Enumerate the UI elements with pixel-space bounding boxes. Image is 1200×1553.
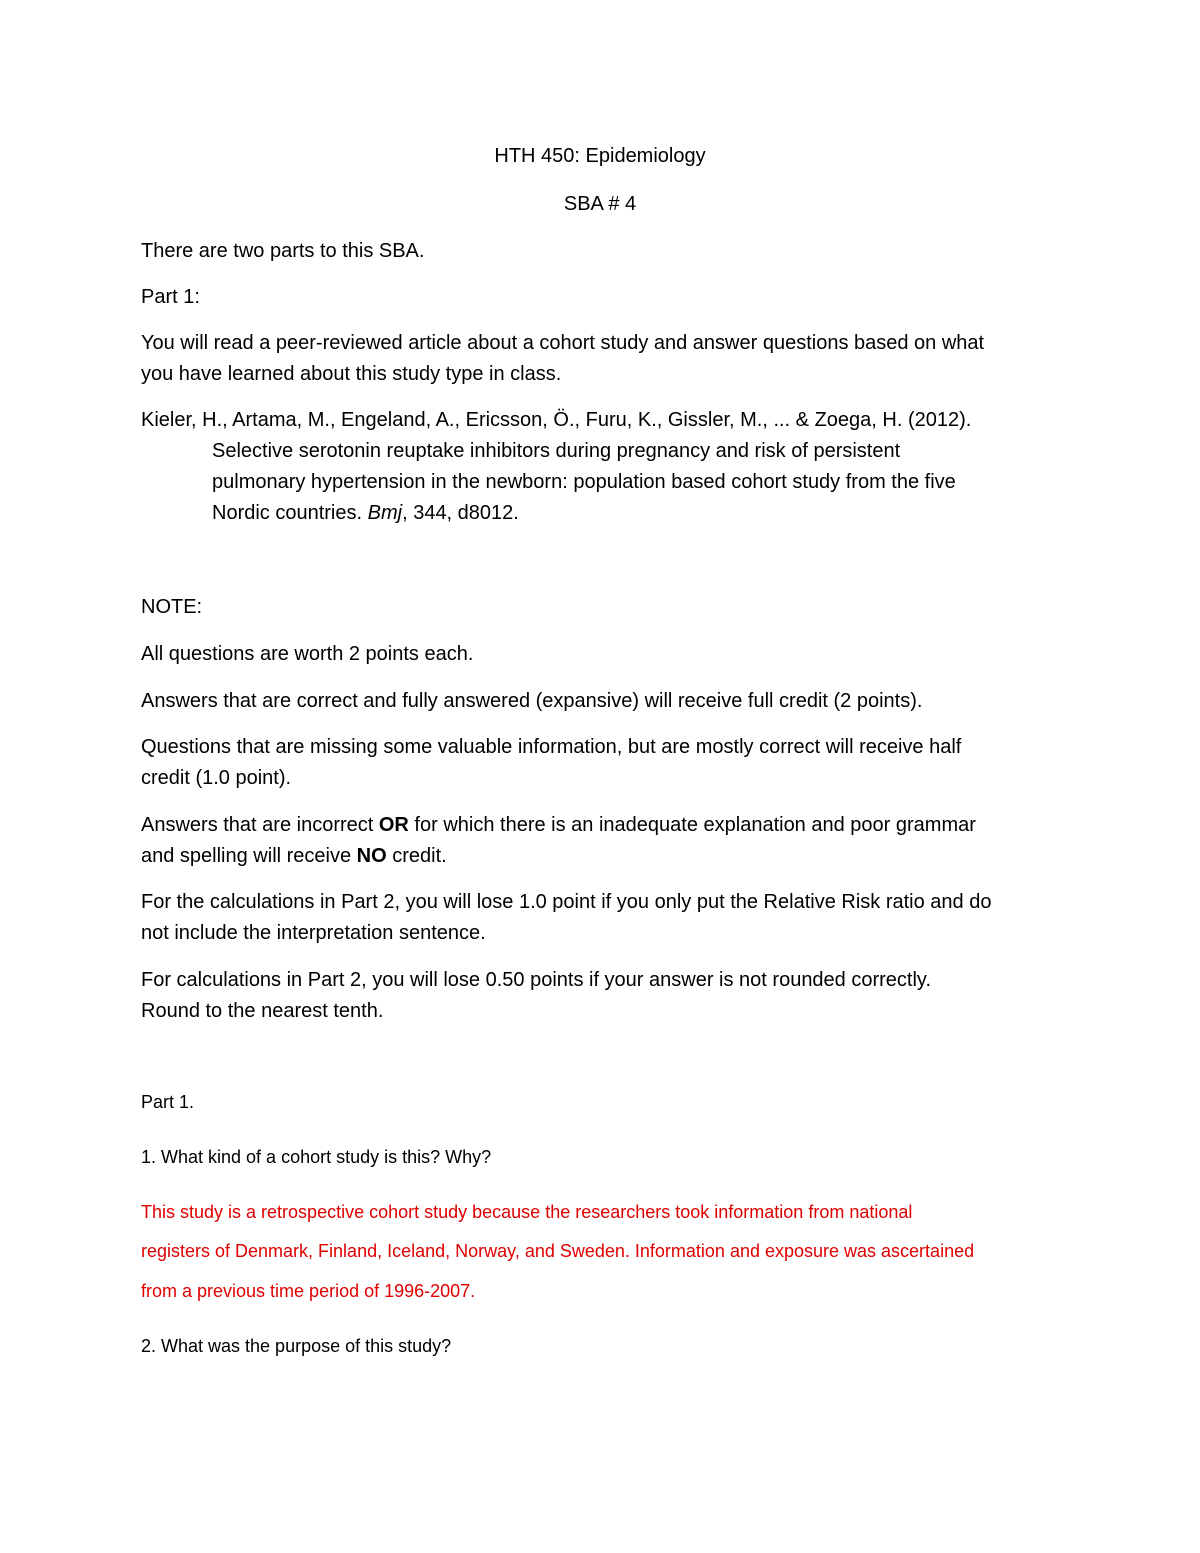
note-no-credit-line1 xyxy=(141,811,976,839)
citation-line4-end: , 344, d8012. xyxy=(402,502,519,524)
question-1: 1. What kind of a cohort study is this? Why? xyxy=(141,1147,492,1167)
no-credit-text-d: and spelling will receive xyxy=(141,845,357,867)
citation-line3: pulmonary hypertension in the newborn: population based cohort study from the five xyxy=(212,471,956,493)
document-title: HTH 450: Epidemiology xyxy=(494,145,706,167)
note-half-credit-line1: Questions that are missing some valuable information, but are mostly correct will receive half xyxy=(141,736,962,758)
note-half-credit-line2: credit (1.0 point). xyxy=(141,767,292,789)
document-subtitle: SBA # 4 xyxy=(563,193,637,215)
note-calc1-line2: not include the interpretation sentence. xyxy=(141,922,486,944)
part1-text-line2: you have learned about this study type in class. xyxy=(141,363,562,385)
citation-line1: Kieler, H., Artama, M., Engeland, A., Ericsson, Ö., Furu, K., Gissler, M., ... & Zoega, H. (2012). xyxy=(141,409,972,431)
no-credit-no: NO xyxy=(356,845,387,867)
no-credit-text-f: credit. xyxy=(386,845,447,867)
answer-1-line3: from a previous time period of 1996-2007. xyxy=(141,1281,476,1301)
citation-line2: Selective serotonin reuptake inhibitors during pregnancy and risk of persistent xyxy=(212,440,901,462)
no-credit-or: OR xyxy=(378,814,409,836)
part1-section-heading: Part 1. xyxy=(141,1092,195,1112)
note-calc1-line1: For the calculations in Part 2, you will lose 1.0 point if you only put the Relative Risk ratio and do xyxy=(141,891,992,913)
intro-text: There are two parts to this SBA. xyxy=(141,240,425,262)
note-full-credit: Answers that are correct and fully answered (expansive) will receive full credit (2 points). xyxy=(141,690,923,712)
part1-heading: Part 1: xyxy=(141,286,200,308)
no-credit-text-c: for which there is an inadequate explanation and poor grammar xyxy=(408,814,976,836)
answer-1-line1: This study is a retrospective cohort study because the researchers took information from national xyxy=(141,1202,913,1222)
note-calc2-line1: For calculations in Part 2, you will lose 0.50 points if your answer is not rounded correctly. xyxy=(141,969,931,991)
citation-journal: Bmj xyxy=(367,502,403,524)
part1-text-line1: You will read a peer-reviewed article about a cohort study and answer questions based on what xyxy=(141,332,985,354)
note-calc2-line2: Round to the nearest tenth. xyxy=(141,1000,384,1022)
no-credit-text-a: Answers that are incorrect xyxy=(141,814,379,836)
note-points: All questions are worth 2 points each. xyxy=(141,643,474,665)
question-2: 2. What was the purpose of this study? xyxy=(141,1336,452,1356)
citation-line4 xyxy=(212,499,519,527)
citation-line4-text: Nordic countries. xyxy=(212,502,368,524)
note-no-credit-line2 xyxy=(141,842,447,870)
note-heading: NOTE: xyxy=(141,596,203,618)
answer-1-line2: registers of Denmark, Finland, Iceland, Norway, and Sweden. Information and exposure was ascertained xyxy=(141,1241,975,1261)
